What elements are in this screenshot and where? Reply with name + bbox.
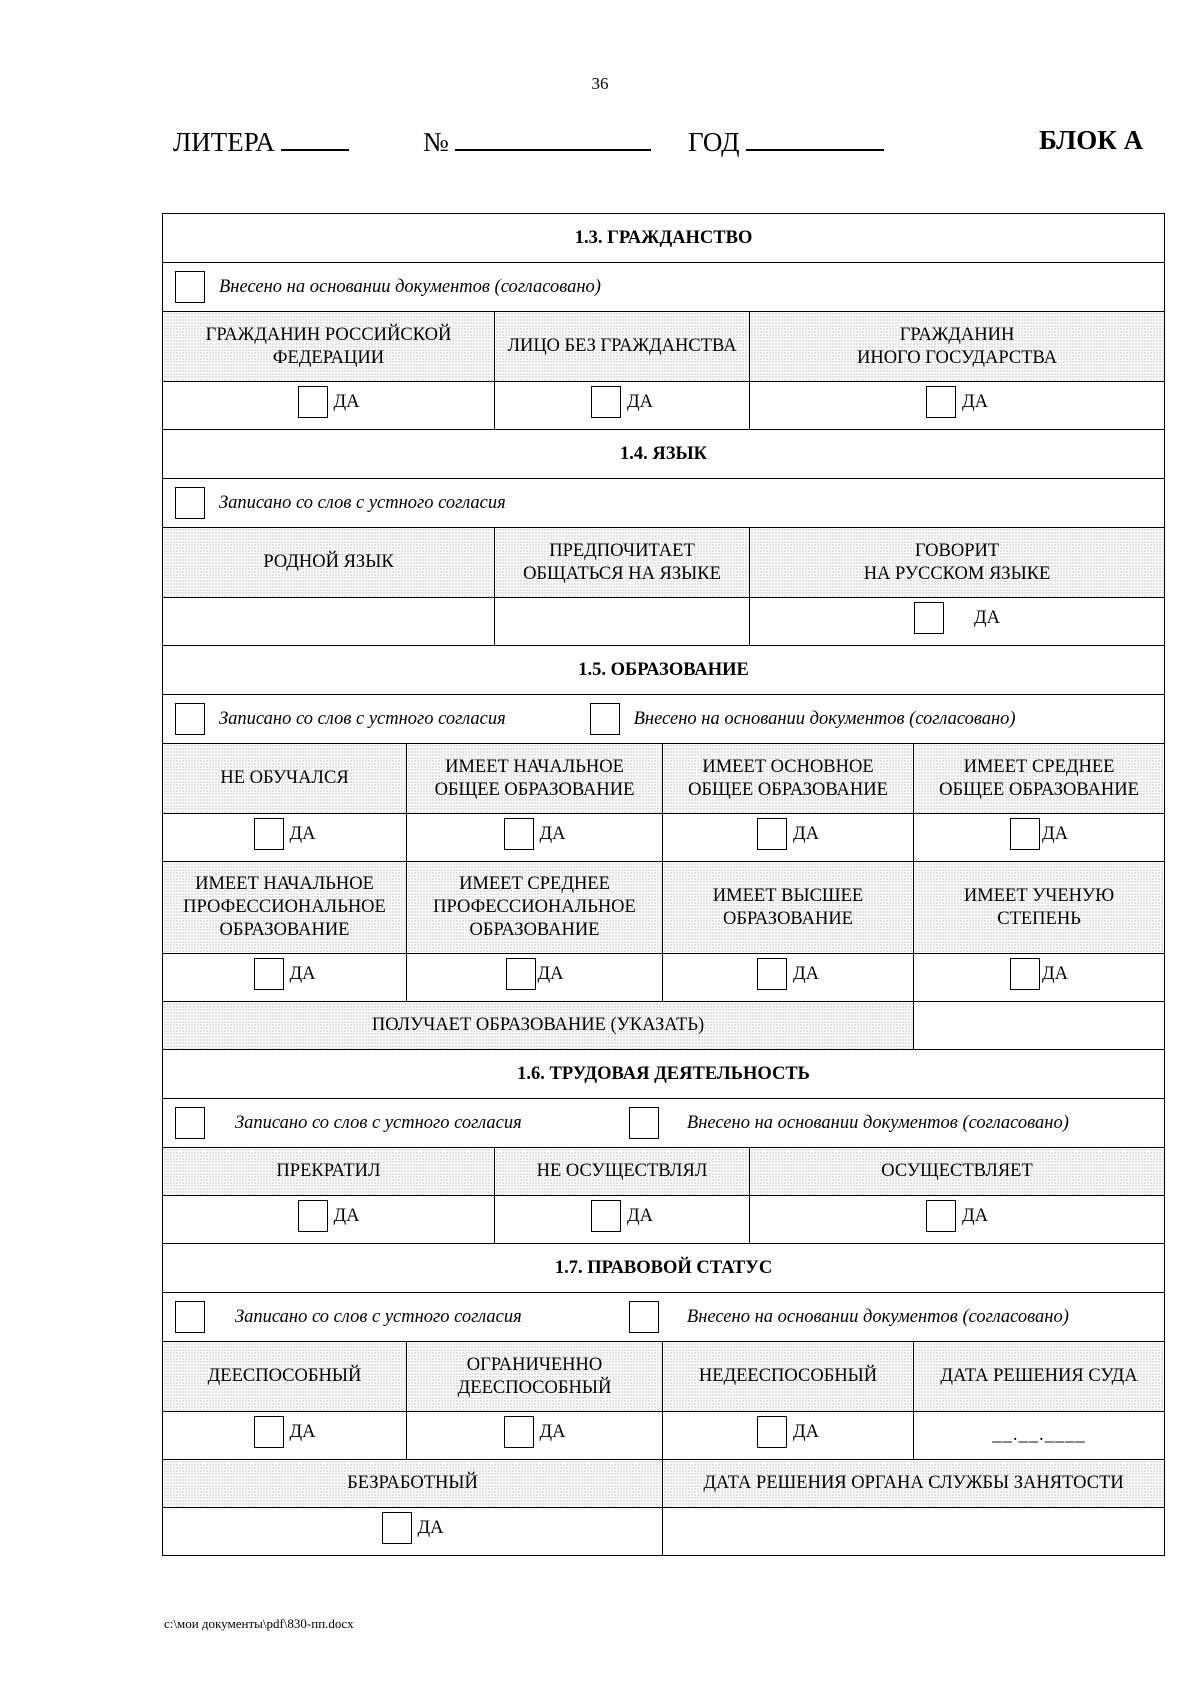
col-header-line: ДЕЕСПОСОБНЫЙ xyxy=(207,1366,362,1386)
section-title-language: 1.4. ЯЗЫК xyxy=(163,430,1165,479)
yes-label: ДА xyxy=(289,1421,316,1442)
form-header xyxy=(173,125,1153,161)
answer-cell xyxy=(163,1196,495,1244)
col-header-line: ПРОФЕССИОНАЛЬНОЕ xyxy=(183,897,386,917)
section-title-citizenship: 1.3. ГРАЖДАНСТВО xyxy=(163,214,1165,263)
litera-label: ЛИТЕРА xyxy=(173,127,275,157)
yes-label: ДА xyxy=(793,823,819,844)
col-header-line: ОБРАЗОВАНИЕ xyxy=(469,920,600,940)
note-row xyxy=(163,695,1165,744)
yes-label: ДА xyxy=(1042,963,1069,984)
answer-cell xyxy=(163,1508,663,1556)
answer-cell xyxy=(407,814,663,862)
note-row xyxy=(163,479,1165,528)
note-text: Внесено на основании документов (согласовано) xyxy=(686,1112,1069,1133)
col-header-line: ИМЕЕТ ВЫСШЕЕ xyxy=(712,885,864,906)
yes-label: ДА xyxy=(539,1421,566,1442)
col-header-line: ОБЩЕЕ ОБРАЗОВАНИЕ xyxy=(434,779,635,800)
checkbox[interactable] xyxy=(590,703,620,735)
col-header-line: ГРАЖДАНИН xyxy=(899,324,1015,345)
answer-cell xyxy=(750,598,1165,646)
col-header-line: ИМЕЕТ НАЧАЛЬНОЕ xyxy=(445,756,624,777)
studying-input[interactable] xyxy=(914,1002,1165,1050)
answer-cell xyxy=(163,382,495,430)
block-a-form xyxy=(162,213,1165,1556)
col-header-line: РОДНОЙ ЯЗЫК xyxy=(263,552,394,572)
preferred-language-input[interactable] xyxy=(495,598,750,646)
checkbox[interactable] xyxy=(298,1200,328,1232)
checkbox[interactable] xyxy=(175,703,205,735)
col-header xyxy=(163,862,407,954)
number-field xyxy=(423,125,651,158)
yes-label: ДА xyxy=(289,823,316,844)
col-header-line: СТЕПЕНЬ xyxy=(997,908,1081,929)
yes-label: ДА xyxy=(537,963,564,984)
col-header xyxy=(163,528,495,598)
col-header xyxy=(407,862,663,954)
col-header xyxy=(750,528,1165,598)
number-input-line[interactable] xyxy=(455,125,651,151)
col-header-line: ОГРАНИЧЕННО xyxy=(466,1354,603,1375)
col-header: ПРЕКРАТИЛ xyxy=(163,1148,495,1196)
col-header xyxy=(663,862,914,954)
checkbox[interactable] xyxy=(757,818,787,850)
yes-label: ДА xyxy=(289,963,316,984)
answer-cell xyxy=(407,954,663,1002)
col-header xyxy=(495,528,750,598)
answer-cell xyxy=(163,814,407,862)
yes-label: ДА xyxy=(333,1205,360,1226)
note-text: Записано со слов с устного согласия xyxy=(235,1112,522,1133)
section-title-employment: 1.6. ТРУДОВАЯ ДЕЯТЕЛЬНОСТЬ xyxy=(163,1050,1165,1099)
checkbox[interactable] xyxy=(382,1512,412,1544)
col-header xyxy=(163,312,495,382)
checkbox[interactable] xyxy=(629,1301,659,1333)
col-header xyxy=(750,312,1165,382)
litera-input-line[interactable] xyxy=(281,125,349,151)
col-header xyxy=(407,1342,663,1412)
studying-label: ПОЛУЧАЕТ ОБРАЗОВАНИЕ (УКАЗАТЬ) xyxy=(163,1002,914,1050)
native-language-input[interactable] xyxy=(163,598,495,646)
checkbox[interactable] xyxy=(1010,958,1040,990)
col-header-line: ЛИЦО БЕЗ ГРАЖДАНСТВА xyxy=(507,336,737,356)
col-header: НЕ ОСУЩЕСТВЛЯЛ xyxy=(495,1148,750,1196)
answer-cell xyxy=(663,814,914,862)
col-header-line: ОБЩЕЕ ОБРАЗОВАНИЕ xyxy=(688,779,888,800)
answer-cell xyxy=(663,1412,914,1460)
answer-cell xyxy=(495,1196,750,1244)
year-field xyxy=(688,125,884,158)
note-row xyxy=(163,1293,1165,1342)
answer-cell xyxy=(750,382,1165,430)
note-text: Записано со слов с устного согласия xyxy=(235,1306,522,1327)
checkbox[interactable] xyxy=(591,386,621,418)
answer-cell xyxy=(163,1412,407,1460)
checkbox[interactable] xyxy=(175,1301,205,1333)
yes-label: ДА xyxy=(974,607,1001,628)
year-input-line[interactable] xyxy=(746,125,884,151)
checkbox[interactable] xyxy=(926,1200,956,1232)
unemployed-label: БЕЗРАБОТНЫЙ xyxy=(163,1460,663,1508)
col-header xyxy=(407,744,663,814)
col-header-line: ПРЕДПОЧИТАЕТ xyxy=(549,540,695,561)
col-header xyxy=(914,744,1165,814)
section-title-education: 1.5. ОБРАЗОВАНИЕ xyxy=(163,646,1165,695)
checkbox[interactable] xyxy=(254,818,284,850)
yes-label: ДА xyxy=(417,1517,444,1538)
col-header xyxy=(914,862,1165,954)
note-row xyxy=(163,1099,1165,1148)
col-header: ОСУЩЕСТВЛЯЕТ xyxy=(750,1148,1165,1196)
col-header-line: ИНОГО ГОСУДАРСТВА xyxy=(856,347,1058,368)
yes-label: ДА xyxy=(793,963,819,984)
checkbox[interactable] xyxy=(757,958,787,990)
employment-date-label: ДАТА РЕШЕНИЯ ОРГАНА СЛУЖБЫ ЗАНЯТОСТИ xyxy=(663,1460,1165,1508)
checkbox[interactable] xyxy=(629,1107,659,1139)
checkbox[interactable] xyxy=(757,1416,787,1448)
yes-label: ДА xyxy=(627,1205,653,1226)
col-header-line: ИМЕЕТ УЧЕНУЮ xyxy=(963,885,1115,906)
yes-label: ДА xyxy=(793,1421,819,1442)
col-header xyxy=(163,1342,407,1412)
note-text: Записано со слов с устного согласия xyxy=(219,492,506,513)
col-header-line: ОБРАЗОВАНИЕ xyxy=(219,920,350,940)
col-header-line: ДЕЕСПОСОБНЫЙ xyxy=(457,1377,612,1398)
checkbox[interactable] xyxy=(254,958,284,990)
col-header-line: ИМЕЕТ НАЧАЛЬНОЕ xyxy=(195,874,374,894)
col-header xyxy=(663,744,914,814)
note-text: Внесено на основании документов (согласовано) xyxy=(686,1306,1069,1327)
yes-label: ДА xyxy=(627,391,653,412)
yes-label: ДА xyxy=(333,391,360,412)
yes-label: ДА xyxy=(962,1205,989,1226)
checkbox[interactable] xyxy=(175,487,205,519)
year-label: ГОД xyxy=(688,127,740,157)
col-header-line: НЕ ОБУЧАЛСЯ xyxy=(220,768,349,788)
col-header-line: НЕДЕЕСПОСОБНЫЙ xyxy=(698,1366,878,1386)
section-title-legal-status: 1.7. ПРАВОВОЙ СТАТУС xyxy=(163,1244,1165,1293)
checkbox[interactable] xyxy=(914,602,944,634)
answer-cell xyxy=(663,954,914,1002)
col-header-line: ИМЕЕТ ОСНОВНОЕ xyxy=(702,756,874,777)
checkbox[interactable] xyxy=(504,818,534,850)
answer-cell xyxy=(750,1196,1165,1244)
answer-cell xyxy=(407,1412,663,1460)
file-path-footer: c:\мои документы\pdf\830-пп.docx xyxy=(164,1616,354,1631)
employment-date-input[interactable] xyxy=(663,1508,1165,1556)
note-text: Внесено на основании документов (согласовано) xyxy=(633,708,1016,729)
checkbox[interactable] xyxy=(1010,818,1040,850)
yes-label: ДА xyxy=(539,823,566,844)
col-header-line: ДАТА РЕШЕНИЯ СУДА xyxy=(940,1366,1138,1386)
number-label: № xyxy=(423,127,449,157)
yes-label: ДА xyxy=(962,391,989,412)
checkbox[interactable] xyxy=(504,1416,534,1448)
col-header-line: ГРАЖДАНИН РОССИЙСКОЙ xyxy=(205,324,452,345)
checkbox[interactable] xyxy=(298,386,328,418)
litera-field xyxy=(173,125,349,158)
note-text: Записано со слов с устного согласия xyxy=(219,708,506,729)
checkbox[interactable] xyxy=(254,1416,284,1448)
answer-cell xyxy=(914,814,1165,862)
col-header-line: ОБРАЗОВАНИЕ xyxy=(723,908,853,929)
col-header-line: ОБЩАТЬСЯ НА ЯЗЫКЕ xyxy=(523,563,721,584)
court-date-input[interactable]: __.__.____ xyxy=(914,1412,1165,1460)
col-header-line: ИМЕЕТ СРЕДНЕЕ xyxy=(459,874,610,894)
answer-cell xyxy=(914,954,1165,1002)
col-header xyxy=(495,312,750,382)
checkbox[interactable] xyxy=(175,271,205,303)
yes-label: ДА xyxy=(1042,823,1069,844)
checkbox[interactable] xyxy=(591,1200,621,1232)
page-number: 36 xyxy=(591,74,609,93)
col-header-line: ОБЩЕЕ ОБРАЗОВАНИЕ xyxy=(939,779,1139,800)
note-row xyxy=(163,263,1165,312)
col-header-line: НА РУССКОМ ЯЗЫКЕ xyxy=(863,563,1051,584)
note-text: Внесено на основании документов (согласовано) xyxy=(219,276,601,297)
col-header-line: ФЕДЕРАЦИИ xyxy=(272,347,385,368)
col-header-line: ПРОФЕССИОНАЛЬНОЕ xyxy=(433,897,636,917)
block-label: БЛОК А xyxy=(1039,125,1144,155)
answer-cell xyxy=(163,954,407,1002)
col-header xyxy=(914,1342,1165,1412)
col-header xyxy=(163,744,407,814)
col-header-line: ГОВОРИТ xyxy=(914,540,1000,561)
checkbox[interactable] xyxy=(926,386,956,418)
answer-cell xyxy=(495,382,750,430)
checkbox[interactable] xyxy=(506,958,536,990)
col-header xyxy=(663,1342,914,1412)
col-header-line: ИМЕЕТ СРЕДНЕЕ xyxy=(963,756,1115,777)
checkbox[interactable] xyxy=(175,1107,205,1139)
